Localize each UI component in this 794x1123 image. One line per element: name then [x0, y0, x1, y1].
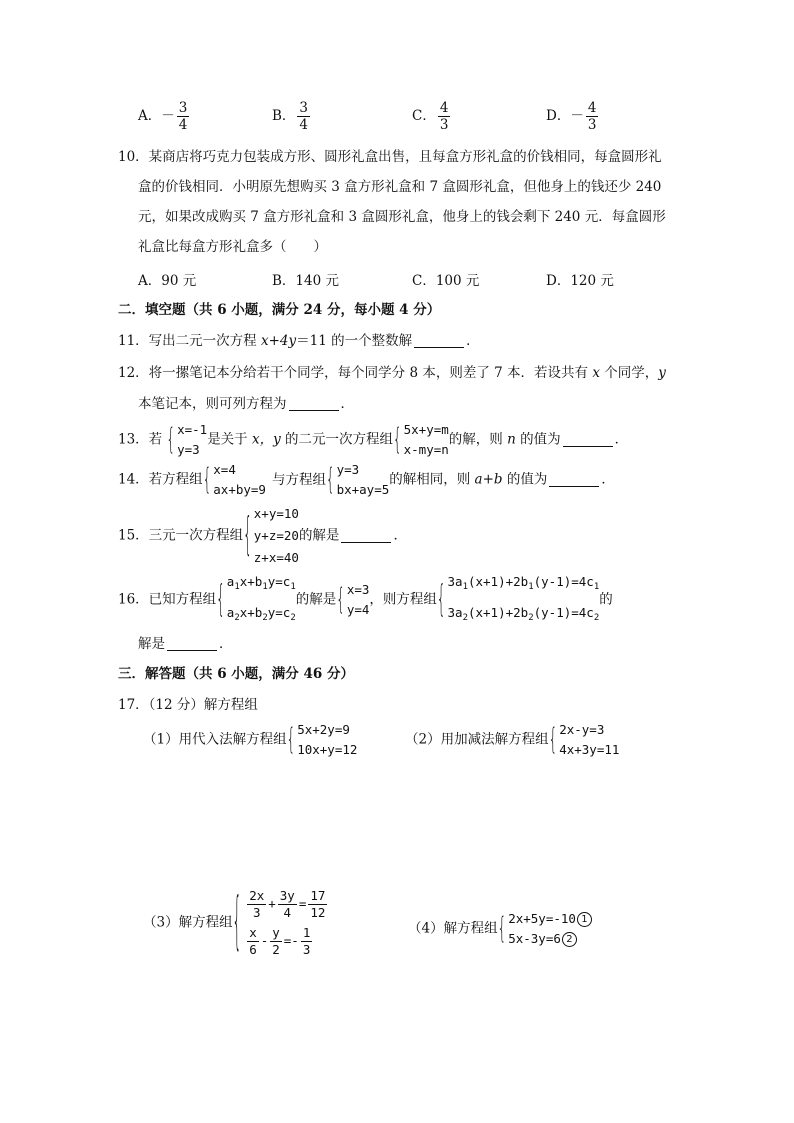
q17-part-4: （4）解方程组 { 2x+5y=-10 1 5x-3y=6 2 — [408, 909, 592, 949]
circled-2-icon: 2 — [562, 932, 577, 947]
q17-part-2-system: { 2x-y=3 4x+3y=11 — [548, 722, 620, 758]
q12-line-1: 12．将一摞笔记本分给若干个同学，每个同学分 8 本，则差了 7 本．若设共有 x 个同学，y — [118, 365, 666, 381]
left-brace-icon: { — [216, 578, 225, 622]
q10-line-1: 10．某商店将巧克力包装成方形、圆形礼盒出售，且每盒方形礼盒的价钱相同，每盒圆形礼 — [118, 149, 662, 165]
q9-option-c: C． $\frac{4}{3}$ — [412, 100, 449, 133]
left-brace-icon: { — [436, 578, 446, 622]
q17-part-2: （2）用加减法解方程组 { 2x-y=3 4x+3y=11 — [405, 720, 619, 760]
left-brace-icon: { — [166, 422, 176, 458]
left-brace-icon: { — [336, 582, 345, 618]
q16-system-2: { $3a_1(x+1)+2b_1(y-1)=4c_1$ $3a_2(x+1)+2b_2(y-1)=4c_2$ — [436, 574, 600, 623]
q17-title: 17．（12 分）解方程组 — [118, 697, 258, 713]
q17-part-3-system: { $\frac{2x}{3}$ + $\frac{3y}{4}$ = $\frac{17}{12}$ $\frac{x}{6}$ - $\frac{y}{2}$ =- $\frac{1}{3}$ — [232, 886, 326, 960]
left-brace-icon: { — [232, 886, 242, 960]
q10-option-d: D．120 元 — [546, 273, 614, 289]
answer-blank[interactable] — [414, 333, 464, 348]
q17-part-1: （1）用代入法解方程组 { 5x+2y=9 10x+y=12 — [143, 720, 357, 760]
answer-blank[interactable] — [563, 432, 613, 447]
q17-part-3: （3）解方程组 { $\frac{2x}{3}$ + $\frac{3y}{4}$ = $\frac{17}{12}$ $\frac{x}{6}$ - $\frac{y}{2}$ =- $\frac{1}{3}$ — [143, 888, 329, 958]
q15: 15．三元一次方程组 { x+y=10 y+z=20 z+x=40 的解是 ． — [118, 503, 407, 569]
answer-blank[interactable] — [167, 636, 217, 651]
left-brace-icon: { — [548, 722, 558, 758]
q10-option-b: B．140 元 — [272, 273, 339, 289]
left-brace-icon: { — [202, 462, 212, 498]
q13: 13．若 { x=-1 y=3 是关于 x，y 的二元一次方程组 { 5x+y=m x-my=n 的解，则 n 的值为 ． — [118, 420, 628, 460]
q16: 16．已知方程组 { $a_1x+b_1y=c_1$ $a_2x+b_2y=c_2$ 的解是 { x=3 y=4 ，则方程组 { $3a_1(x+1)+2b_1(y-1)=4c_1$ $3a_2(x+1)+2b_2(y-1)=4c_2$ 的 — [118, 569, 613, 631]
q16-solution: { x=3 y=4 — [336, 582, 370, 618]
answer-blank[interactable] — [549, 472, 599, 487]
left-brace-icon: { — [393, 422, 402, 458]
q10-line-2: 盒的价钱相同．小明原先想购买 3 盒方形礼盒和 7 盒圆形礼盒，但他身上的钱还少 240 — [138, 179, 662, 195]
q13-equation-system: { 5x+y=m x-my=n — [393, 422, 449, 458]
left-brace-icon: { — [286, 722, 296, 758]
q11: 11．写出二元一次方程 x+4y＝11 的一个整数解 ． — [118, 333, 480, 349]
q14-system-2: { y=3 bx+ay=5 — [325, 462, 390, 498]
q12-line-2: 本笔记本，则可列方程为 ． — [138, 396, 354, 412]
q14: 14．若方程组 { x=4 ax+by=9 与方程组 { y=3 bx+ay=5 的解相同，则 a+b 的值为 ． — [118, 460, 615, 500]
section-3-heading: 三．解答题（共 6 小题，满分 46 分） — [118, 666, 354, 682]
q10-line-4: 礼盒比每盒方形礼盒多（ ） — [138, 239, 327, 255]
left-brace-icon: { — [325, 462, 335, 498]
circled-1-icon: 1 — [577, 912, 592, 927]
q14-system-1: { x=4 ax+by=9 — [202, 462, 266, 498]
q16-line-2: 解是 ． — [138, 636, 233, 652]
q10-option-c: C．100 元 — [412, 273, 480, 289]
q9-option-b: B． $\frac{3}{4}$ — [272, 100, 309, 133]
q9-option-d: D．－ $\frac{4}{3}$ — [546, 100, 597, 133]
q16-system-1: { $a_1x+b_1y=c_1$ $a_2x+b_2y=c_2$ — [216, 574, 296, 623]
q15-system: { x+y=10 y+z=20 z+x=40 — [243, 506, 299, 565]
q10-line-3: 元，如果改成购买 7 盒方形礼盒和 3 盒圆形礼盒，他身上的钱会剩下 240 元．每盒圆形 — [138, 209, 666, 225]
left-brace-icon: { — [497, 911, 507, 947]
q17-part-4-system: { 2x+5y=-10 1 5x-3y=6 2 — [498, 909, 592, 949]
q13-solution-system: { x=-1 y=3 — [166, 422, 208, 458]
q17-part-1-system: { 5x+2y=9 10x+y=12 — [286, 722, 358, 758]
section-2-heading: 二．填空题（共 6 小题，满分 24 分，每小题 4 分） — [118, 302, 441, 318]
q10-option-a: A．90 元 — [138, 273, 197, 289]
answer-blank[interactable] — [341, 528, 391, 543]
left-brace-icon: { — [243, 509, 252, 563]
answer-blank[interactable] — [289, 396, 339, 411]
q9-option-a: A．－ $\frac{3}{4}$ — [138, 100, 188, 133]
